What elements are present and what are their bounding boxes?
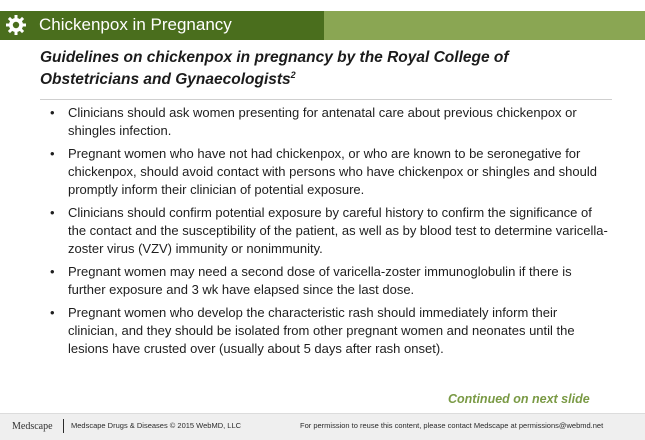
slide-title: Chickenpox in Pregnancy bbox=[39, 15, 232, 34]
subtitle-reference: 2 bbox=[290, 70, 296, 80]
footer-permission: For permission to reuse this content, please contact Medscape at permissions@webmd.net bbox=[300, 421, 604, 430]
bullet-item: • Clinicians should confirm potential exposure by careful history to confirm the significance of the contact and the susceptibility of the patient, as well as by blood test to determine varicella-zoster virus (VZV) immunity or nonimmunity. bbox=[50, 204, 610, 258]
divider bbox=[40, 99, 612, 100]
medscape-logo: Medscape bbox=[12, 421, 53, 432]
subtitle-text: Guidelines on chickenpox in pregnancy by the Royal College of Obstetricians and Gynaecologists bbox=[40, 49, 509, 88]
bullet-item: • Clinicians should ask women presenting for antenatal care about previous chickenpox or shingles infection. bbox=[50, 104, 610, 140]
footer-copyright: Medscape Drugs & Diseases © 2015 WebMD, LLC bbox=[71, 421, 242, 430]
footer bbox=[0, 413, 645, 440]
header-bar bbox=[0, 0, 645, 40]
gear-icon bbox=[5, 14, 27, 36]
continued-note: Continued on next slide bbox=[448, 392, 590, 406]
slide-subtitle bbox=[40, 47, 600, 91]
footer-separator bbox=[63, 419, 64, 433]
bullet-item: • Pregnant women may need a second dose of varicella-zoster immunoglobulin if there is further exposure and 3 wk have elapsed since the last dose. bbox=[50, 263, 610, 299]
bullet-item: • Pregnant women who develop the characteristic rash should immediately inform their clinician, and they should be isolated from other pregnant women and neonates until the lesions have crusted over (usually about 5 days after rash onset). bbox=[50, 304, 610, 358]
accent-strip bbox=[324, 11, 645, 40]
bullet-list bbox=[50, 104, 610, 363]
bullet-item: • Pregnant women who have not had chickenpox, or who are known to be seronegative for chickenpox, should avoid contact with persons who have chickenpox or shingles and should promptly inform their clinician of potential exposure. bbox=[50, 145, 610, 199]
